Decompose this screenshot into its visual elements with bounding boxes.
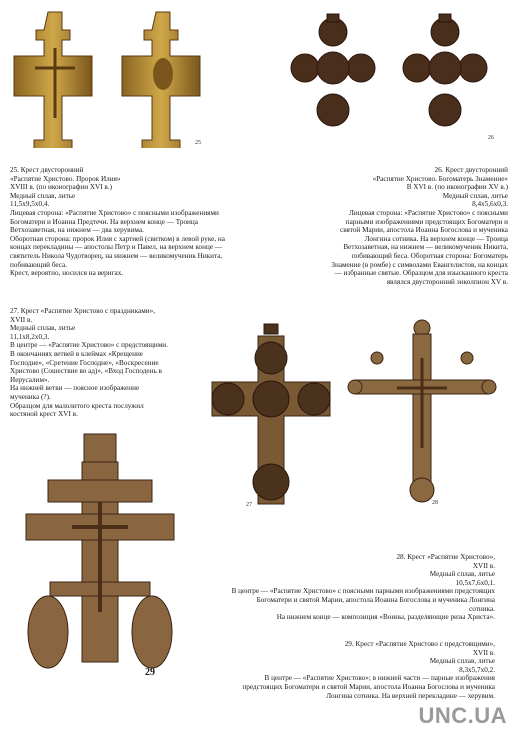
caption-26-line: Ветхозаветная, на нижнем — великомученик Никита, (343, 243, 508, 252)
caption-27-line: Медный сплав, литье (10, 324, 76, 333)
caption-25-line: побивающий беса. (10, 260, 68, 269)
caption-29-line: 8,3х5,7х0,2. (459, 665, 495, 674)
figure-27-number: 27 (246, 502, 252, 508)
caption-28-line: XVII в. (472, 561, 495, 570)
caption-27-line: На нижней ветви — поясное изображение (10, 384, 140, 393)
caption-29-line: В центре — «Распятие Христово»; в нижней части — парные изображения (264, 674, 495, 683)
caption-25-line: «Распятие Христово. Пророк Илия» (10, 174, 121, 183)
caption-27-line: костяной крест XVI в. (10, 410, 78, 419)
caption-26-line: 8,4х5,6х0,3. (472, 200, 508, 209)
caption-27-line: XVII в. (10, 315, 33, 324)
caption-25-line: концах перекладины — апостолы Петр и Павел, на верхнем конце — (10, 243, 222, 252)
caption-26-line: 26. Крест двусторонний (434, 166, 508, 174)
caption-28-line: 10,5х7,6х0,1. (455, 578, 495, 587)
caption-27-line: 11,1х8,2х0,3. (10, 332, 50, 341)
caption-25-line: XVIII в. (по иконографии XVI в.) (10, 183, 113, 192)
caption-26-line: побивающий беса. Оборотная сторона: Богоматерь (351, 251, 508, 260)
caption-28-line: На нижнем конце — композиция «Воины, разделяющие ризы Христа». (276, 613, 495, 622)
caption-29-line: XVII в. (472, 648, 495, 657)
caption-26-line: парными изображениями предстоящих Богоматери и (345, 217, 508, 226)
caption-26-line: Лицевая сторона: «Распятие Христово» с поясными (349, 208, 508, 217)
caption-27-line: Господне», «Сретение Господне», «Воскресение (10, 358, 159, 367)
caption-29-line: предстоящих Богоматери и святой Марии, апостола Иоанна Богослова и мученика (242, 682, 495, 691)
caption-25-line: святитель Никола Чудотворец, на нижнем — великомученик Никита, (10, 251, 223, 260)
caption-25-line: Ветхозаветная, на нижнем — два херувима. (10, 226, 144, 235)
caption-26 (282, 166, 508, 286)
caption-25-line: Крест, вероятно, носился на веригах. (10, 269, 124, 278)
caption-26-line: Знамение (в ромбе) с символами Евангелистов, на концах (331, 260, 508, 269)
cross-25-back-photo (118, 8, 208, 148)
caption-27-line: Иерусалим». (10, 375, 50, 384)
figure-26-number: 26 (488, 135, 494, 141)
caption-27-line: В окончаниях ветвей в клеймах «Крещение (10, 349, 143, 358)
caption-26-line: «Распятие Христово. Богоматерь Знамение» (372, 174, 508, 183)
caption-26-line: являлся двусторонний энколпион XV в. (386, 277, 508, 286)
figure-28-number: 28 (432, 500, 438, 506)
caption-26-line: В XVI в. (по иконографии XV в.) (406, 183, 508, 192)
cross-29-photo (20, 432, 180, 672)
caption-27-line: 27. Крест «Распятие Христово с праздниками», (10, 307, 155, 315)
caption-27-line: В центре — «Распятие Христово» с предстоящими. (10, 341, 168, 350)
caption-28-line: Богоматери и святой Марии, апостола Иоанна Богослова и мученика Лонгина (256, 595, 495, 604)
caption-29-line: Лонгина сотника. На верхней перекладине — херувим. (326, 691, 495, 700)
caption-26-line: святой Марии, апостола Иоанна Богослова и мученика (340, 226, 508, 235)
caption-28-line: В центре — «Распятие Христово» с поясными парными изображениями предстоящих (231, 587, 495, 596)
cross-26-front-photo (283, 10, 383, 140)
caption-28-line: сотника. (469, 604, 495, 613)
caption-28 (190, 553, 495, 622)
caption-27-line: Образцом для малолитого креста послужил (10, 401, 144, 410)
caption-28-line: 28. Крест «Распятие Христово», (396, 553, 495, 561)
caption-28-line: Медный сплав, литье (429, 570, 495, 579)
caption-27-line: мученика (?). (10, 392, 51, 401)
caption-26-line: Медный сплав, литье (442, 191, 508, 200)
caption-29 (200, 640, 495, 700)
caption-25-line: Лицевая сторона: «Распятие Христово» с поясными изображениями (10, 208, 219, 217)
figure-29-number: 29 (145, 667, 155, 678)
caption-25-line: 11,5х9,5х0,4. (10, 200, 50, 209)
cross-26-back-photo (395, 10, 495, 140)
caption-27-line: Христово (Сошествие во ад)», «Вход Господень в (10, 367, 162, 376)
cross-28-photo (347, 318, 497, 508)
caption-29-line: Медный сплав, литье (429, 657, 495, 666)
caption-26-line: Лонгина сотника. На верхнем конце — Троица (364, 234, 508, 243)
caption-25-line: Оборотная сторона: пророк Илия с хартией (свитком) в левой руке, на (10, 234, 225, 243)
figure-25-number: 25 (195, 140, 201, 146)
caption-25-line: 25. Крест двусторонний (10, 166, 84, 174)
watermark: UNC.UA (418, 703, 507, 728)
cross-25-front-photo (10, 8, 100, 148)
caption-25-line: Медный сплав, литье (10, 191, 76, 200)
caption-27 (10, 307, 210, 419)
cross-27-photo (206, 322, 336, 512)
caption-25-line: Богоматери и Иоанна Предтечи. На верхнем конце — Троица (10, 217, 198, 226)
caption-26-line: — избранные святые. Образцом для изысканного креста (334, 269, 508, 278)
caption-25 (10, 166, 280, 278)
caption-29-line: 29. Крест «Распятие Христово с предстоящими», (344, 640, 495, 648)
